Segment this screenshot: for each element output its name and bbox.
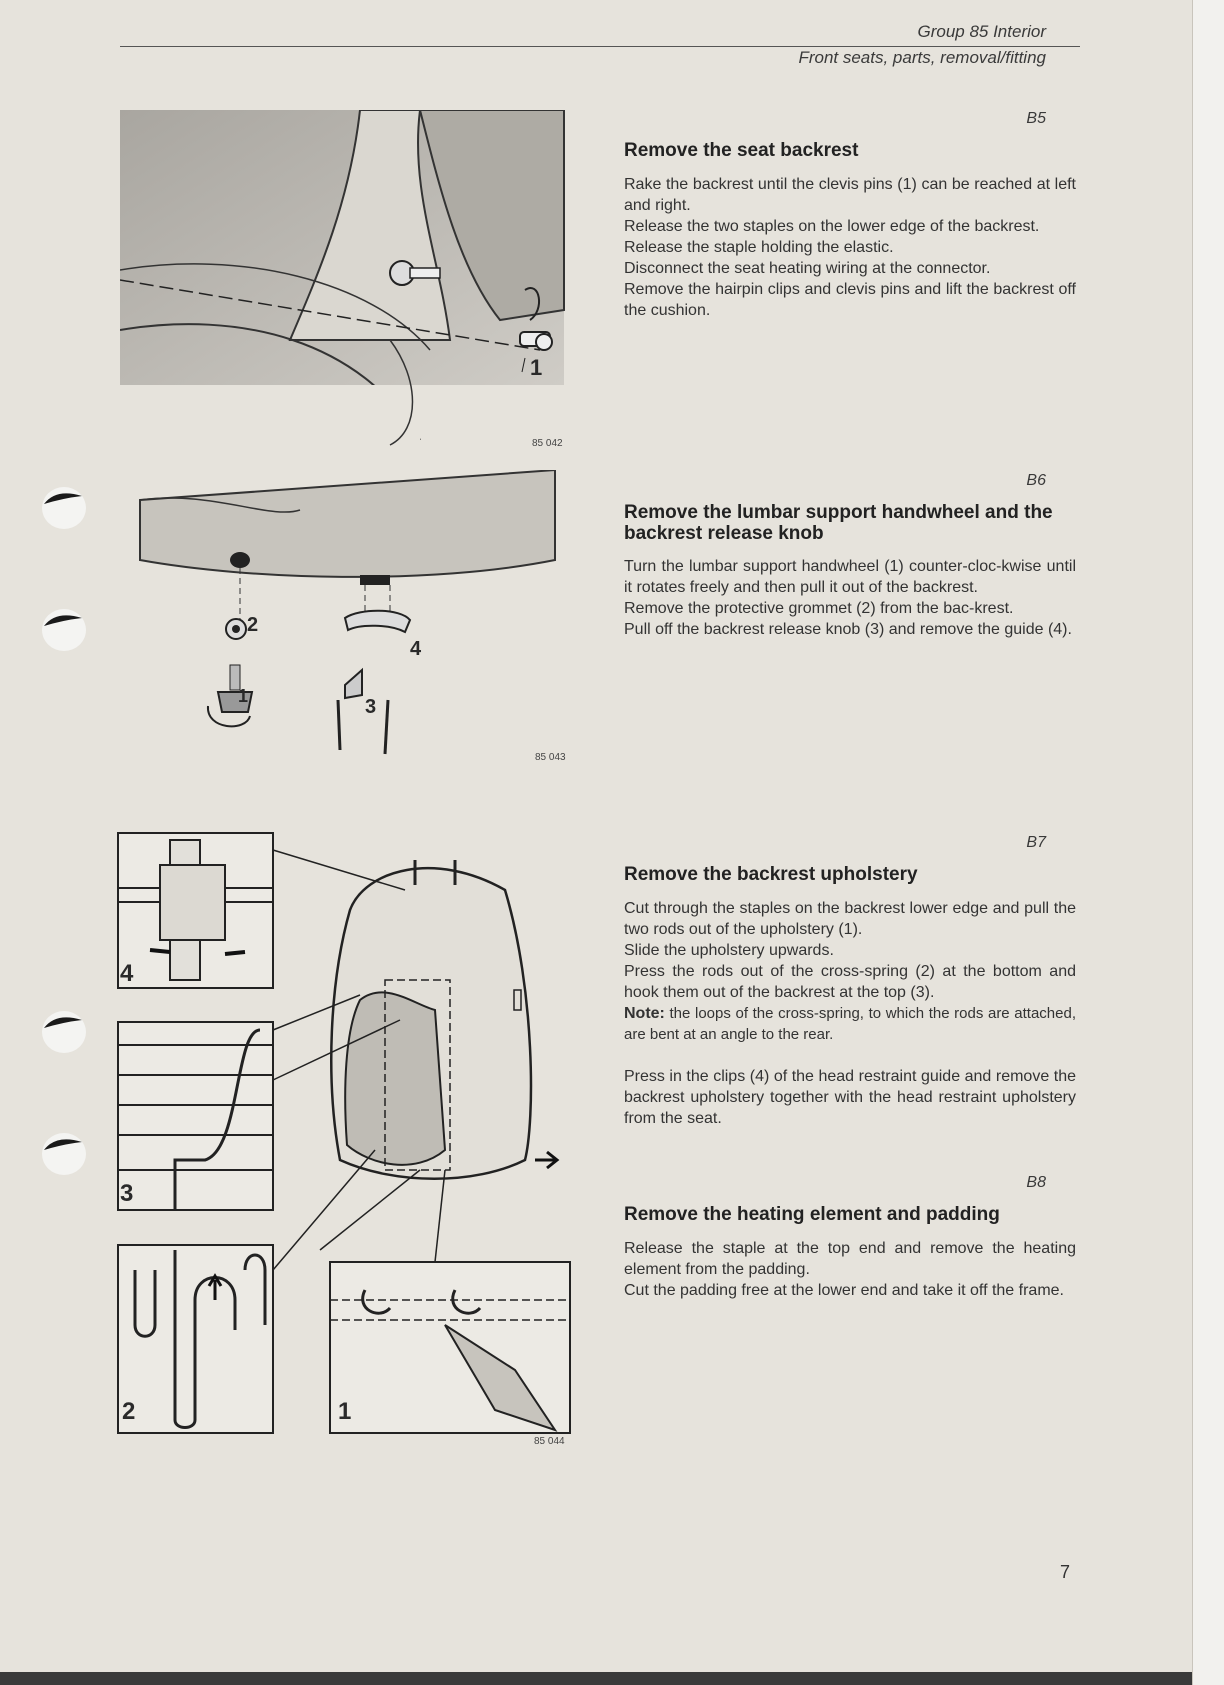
callout-1: 1 <box>338 1398 352 1425</box>
callout-3: 3 <box>120 1180 134 1207</box>
paragraph: Release the two staples on the lower edge of the backrest. <box>624 218 1040 235</box>
section-id: B8 <box>1026 1174 1046 1191</box>
figure-code: 85 042 <box>532 438 563 449</box>
callout-1: 1 <box>238 686 249 706</box>
binder-hole <box>34 604 86 656</box>
section-title: Remove the lumbar support handwheel and the backrest release knob <box>624 502 1053 544</box>
section-title: Remove the backrest upholstery <box>624 864 918 885</box>
paragraph: Rake the backrest until the clevis pins (1) can be reached at left and right. <box>624 176 1076 214</box>
section-body <box>624 556 1076 640</box>
note <box>624 1003 1076 1045</box>
page-edge-bottom <box>0 1672 1192 1685</box>
paragraph: Pull off the backrest release knob (3) and remove the guide (4). <box>624 621 1072 638</box>
section-title: Remove the heating element and padding <box>624 1204 1000 1225</box>
page-number: 7 <box>1060 1562 1071 1582</box>
note-text: the loops of the cross-spring, to which the rods are attached, are bent at an angle to the rear. <box>624 1005 1076 1043</box>
paragraph: Remove the hairpin clips and clevis pins and lift the backrest off the cushion. <box>624 281 1076 319</box>
callout-2: 2 <box>122 1398 136 1425</box>
binder-hole <box>34 1006 86 1058</box>
figure-handwheel-release-knob <box>130 470 570 770</box>
paragraph: Cut through the staples on the backrest lower edge and pull the two rods out of the upholstery (1). <box>624 900 1076 938</box>
paragraph: Release the staple at the top end and remove the heating element from the padding. <box>624 1240 1076 1278</box>
note-label: Note: <box>624 1005 665 1022</box>
callout-4: 4 <box>410 638 422 660</box>
paragraph: Press in the clips (4) of the head restraint guide and remove the backrest upholstery together with the head restraint upholstery from the seat. <box>624 1068 1076 1127</box>
section-title: Remove the seat backrest <box>624 140 859 161</box>
section-body <box>624 1238 1076 1301</box>
paragraph: Press the rods out of the cross-spring (2) at the bottom and hook them out of the backrest at the top (3). <box>624 963 1076 1001</box>
callout-2: 2 <box>247 614 259 636</box>
section-body <box>624 174 1076 321</box>
section-body <box>624 898 1076 1129</box>
callout-1: 1 <box>530 355 543 380</box>
figure-code: 85 044 <box>534 1436 565 1447</box>
section-id: B7 <box>1026 834 1046 851</box>
paragraph: Release the staple holding the elastic. <box>624 239 894 256</box>
header-subtitle: Front seats, parts, removal/fitting <box>798 48 1046 67</box>
section-id: B6 <box>1026 472 1046 489</box>
callout-4: 4 <box>120 960 134 987</box>
page-edge <box>1192 0 1224 1685</box>
section-id: B5 <box>1026 110 1046 127</box>
figure-backrest-upholstery <box>115 830 575 1440</box>
header-rule <box>120 46 1080 47</box>
paragraph: Slide the upholstery upwards. <box>624 942 834 959</box>
figure-backrest-clevis-pins <box>120 110 570 460</box>
paragraph: Turn the lumbar support handwheel (1) counter-cloc-kwise until it rotates freely and then pull it out of the backrest. <box>624 558 1076 596</box>
paragraph: Disconnect the seat heating wiring at the connector. <box>624 260 991 277</box>
callout-3: 3 <box>365 696 377 718</box>
header-group: Group 85 Interior <box>917 22 1046 41</box>
paragraph: Cut the padding free at the lower end and take it off the frame. <box>624 1282 1064 1299</box>
binder-hole <box>34 1128 86 1180</box>
binder-hole <box>34 482 86 534</box>
paragraph: Remove the protective grommet (2) from the bac-krest. <box>624 600 1014 617</box>
figure-code: 85 043 <box>535 752 566 763</box>
